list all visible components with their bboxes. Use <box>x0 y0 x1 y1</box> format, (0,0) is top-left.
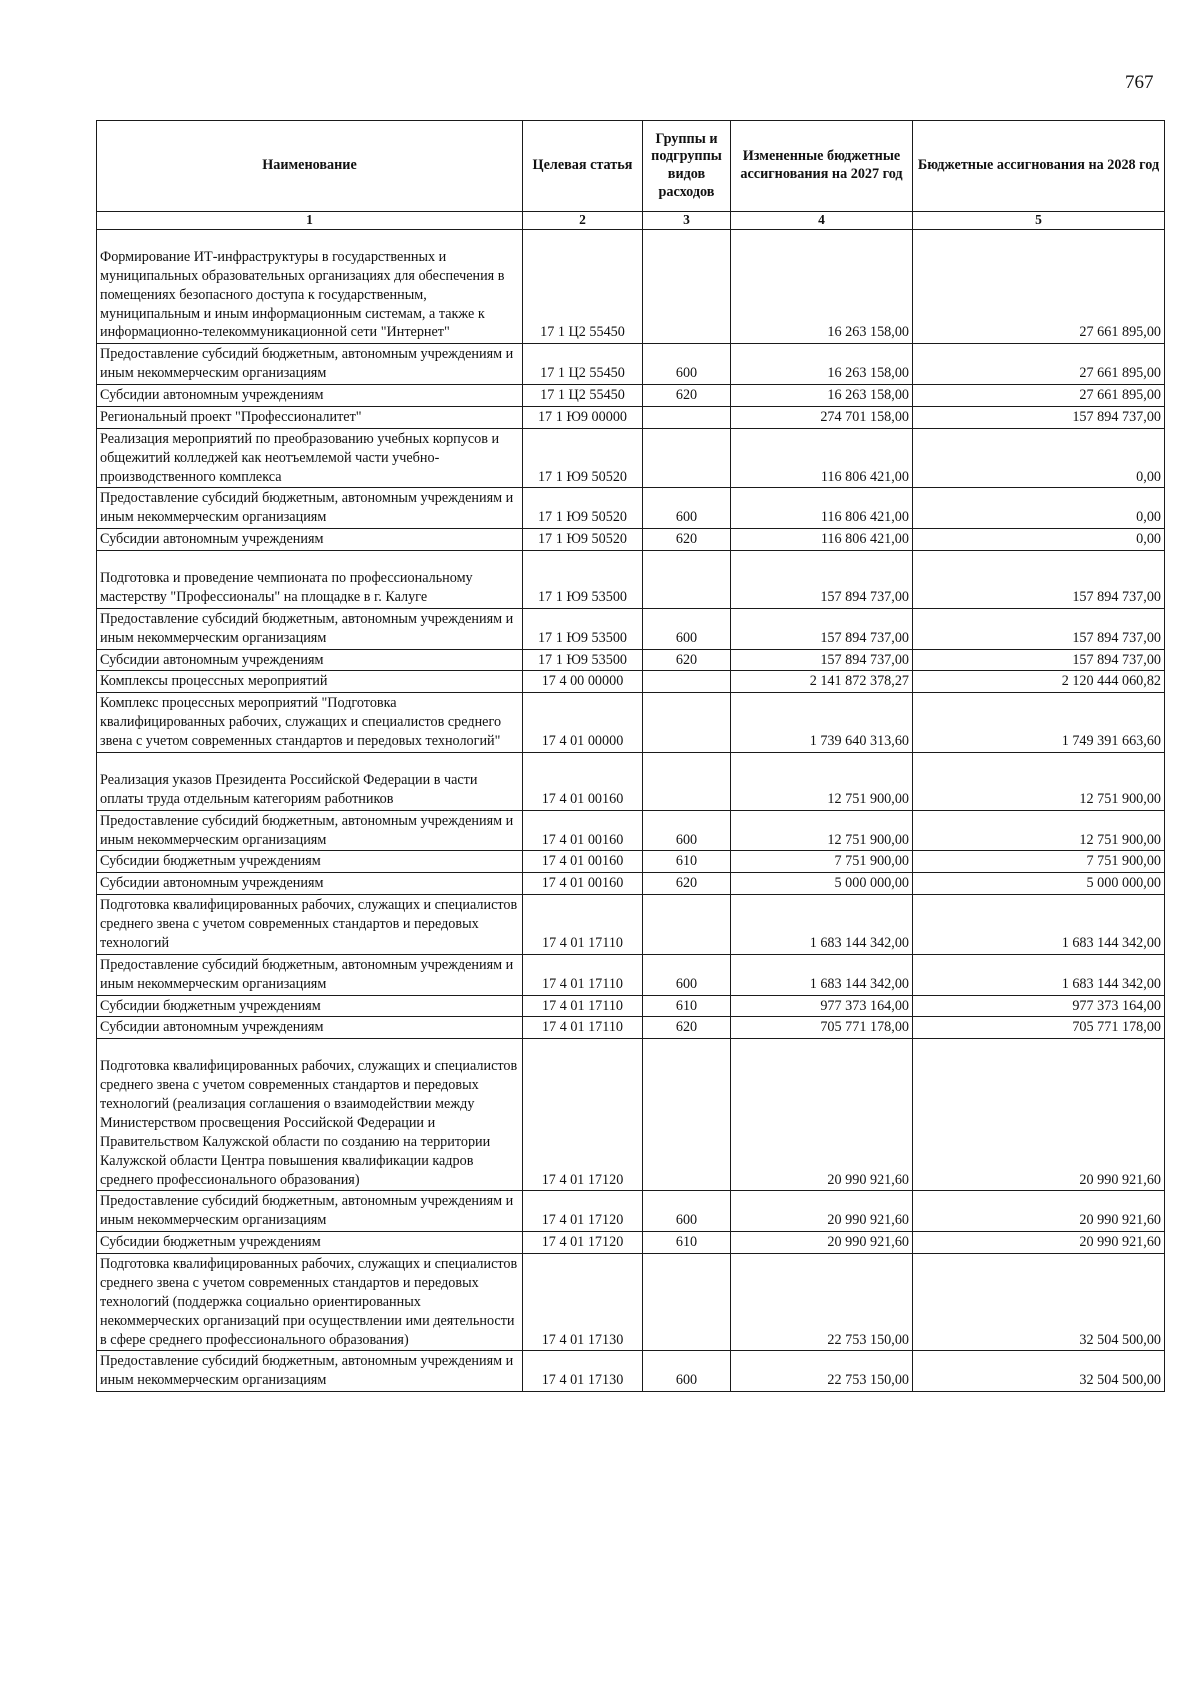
row-name: Субсидии автономным учреждениям <box>97 385 523 407</box>
row-amount-2027: 7 751 900,00 <box>731 851 913 873</box>
row-amount-2028: 27 661 895,00 <box>913 344 1165 385</box>
table-row <box>97 608 1165 649</box>
table-row <box>97 693 1165 753</box>
table-row <box>97 529 1165 551</box>
row-name: Субсидии автономным учреждениям <box>97 529 523 551</box>
row-name: Комплексы процессных мероприятий <box>97 671 523 693</box>
budget-table <box>96 120 1165 1392</box>
row-name: Подготовка квалифицированных рабочих, служащих и специалистов среднего звена с учетом современных стандартов и передовых технологий (реализация соглашения о взаимодействии между Министерством просвещения Российской Федерации и Правительством Калужской области по созданию на территории Калужской области Центра повышения квалификации кадров среднего профессионального образования) <box>97 1039 523 1191</box>
table-row <box>97 1191 1165 1232</box>
row-amount-2027: 16 263 158,00 <box>731 229 913 343</box>
row-target-code: 17 1 Ю9 53500 <box>523 608 643 649</box>
row-target-code: 17 1 Ю9 50520 <box>523 428 643 488</box>
row-amount-2028: 12 751 900,00 <box>913 752 1165 810</box>
table-row <box>97 810 1165 851</box>
row-target-code: 17 4 01 00160 <box>523 851 643 873</box>
row-amount-2028: 0,00 <box>913 428 1165 488</box>
table-body <box>97 229 1165 1391</box>
row-amount-2027: 12 751 900,00 <box>731 810 913 851</box>
row-amount-2028: 0,00 <box>913 488 1165 529</box>
row-amount-2027: 1 739 640 313,60 <box>731 693 913 753</box>
row-amount-2028: 27 661 895,00 <box>913 229 1165 343</box>
row-amount-2028: 32 504 500,00 <box>913 1254 1165 1351</box>
row-name: Субсидии бюджетным учреждениям <box>97 1232 523 1254</box>
table-row <box>97 995 1165 1017</box>
row-amount-2028: 20 990 921,60 <box>913 1039 1165 1191</box>
column-number: 1 <box>97 212 523 230</box>
row-target-code: 17 1 Ю9 53500 <box>523 551 643 609</box>
row-name: Подготовка квалифицированных рабочих, служащих и специалистов среднего звена с учетом современных стандартов и передовых технологий (поддержка социально ориентированных некоммерческих организаций при осуществлении ими деятельности в сфере среднего профессионального образования) <box>97 1254 523 1351</box>
row-target-code: 17 1 Ц2 55450 <box>523 229 643 343</box>
row-name: Предоставление субсидий бюджетным, автономным учреждениям и иным некоммерческим организациям <box>97 608 523 649</box>
row-amount-2027: 705 771 178,00 <box>731 1017 913 1039</box>
table-row <box>97 428 1165 488</box>
row-name: Подготовка и проведение чемпионата по профессиональному мастерству "Профессионалы" на площадке в г. Калуге <box>97 551 523 609</box>
row-expense-group: 600 <box>643 608 731 649</box>
row-amount-2028: 157 894 737,00 <box>913 608 1165 649</box>
table-row <box>97 1017 1165 1039</box>
row-amount-2027: 116 806 421,00 <box>731 428 913 488</box>
row-target-code: 17 4 01 00000 <box>523 693 643 753</box>
row-expense-group: 600 <box>643 954 731 995</box>
row-name: Региональный проект "Профессионалитет" <box>97 406 523 428</box>
table-row <box>97 954 1165 995</box>
column-number: 3 <box>643 212 731 230</box>
row-amount-2027: 16 263 158,00 <box>731 385 913 407</box>
table-row <box>97 1254 1165 1351</box>
row-amount-2028: 7 751 900,00 <box>913 851 1165 873</box>
row-name: Предоставление субсидий бюджетным, автономным учреждениям и иным некоммерческим организациям <box>97 954 523 995</box>
row-target-code: 17 4 01 17130 <box>523 1351 643 1392</box>
row-amount-2028: 0,00 <box>913 529 1165 551</box>
row-name: Предоставление субсидий бюджетным, автономным учреждениям и иным некоммерческим организациям <box>97 488 523 529</box>
table-row <box>97 385 1165 407</box>
row-amount-2027: 5 000 000,00 <box>731 873 913 895</box>
row-expense-group <box>643 752 731 810</box>
row-name: Субсидии бюджетным учреждениям <box>97 851 523 873</box>
row-name: Субсидии автономным учреждениям <box>97 873 523 895</box>
row-amount-2028: 1 683 144 342,00 <box>913 895 1165 955</box>
row-amount-2028: 20 990 921,60 <box>913 1232 1165 1254</box>
row-name: Предоставление субсидий бюджетным, автономным учреждениям и иным некоммерческим организациям <box>97 1351 523 1392</box>
table-row <box>97 851 1165 873</box>
row-name: Формирование ИТ-инфраструктуры в государственных и муниципальных образовательных организациях для обеспечения в помещениях безопасного доступа к государственным, муниципальным и иным информационным системам, а также к информационно-телекоммуникационной сети "Интернет" <box>97 229 523 343</box>
row-expense-group <box>643 428 731 488</box>
row-amount-2027: 2 141 872 378,27 <box>731 671 913 693</box>
table-row <box>97 895 1165 955</box>
row-amount-2027: 22 753 150,00 <box>731 1351 913 1392</box>
row-target-code: 17 1 Ю9 50520 <box>523 529 643 551</box>
row-expense-group: 600 <box>643 1191 731 1232</box>
row-expense-group <box>643 1039 731 1191</box>
row-amount-2027: 20 990 921,60 <box>731 1232 913 1254</box>
row-expense-group <box>643 895 731 955</box>
row-expense-group <box>643 406 731 428</box>
row-expense-group: 600 <box>643 488 731 529</box>
row-target-code: 17 4 01 17110 <box>523 895 643 955</box>
column-number: 2 <box>523 212 643 230</box>
row-name: Субсидии автономным учреждениям <box>97 649 523 671</box>
table-row <box>97 488 1165 529</box>
header-target: Целевая статья <box>523 121 643 212</box>
header-name: Наименование <box>97 121 523 212</box>
row-amount-2028: 5 000 000,00 <box>913 873 1165 895</box>
table-row <box>97 1232 1165 1254</box>
row-expense-group: 610 <box>643 1232 731 1254</box>
row-name: Предоставление субсидий бюджетным, автономным учреждениям и иным некоммерческим организациям <box>97 1191 523 1232</box>
row-expense-group <box>643 671 731 693</box>
row-target-code: 17 4 00 00000 <box>523 671 643 693</box>
row-expense-group: 610 <box>643 995 731 1017</box>
row-amount-2027: 157 894 737,00 <box>731 608 913 649</box>
row-amount-2028: 157 894 737,00 <box>913 406 1165 428</box>
row-amount-2027: 16 263 158,00 <box>731 344 913 385</box>
table-row <box>97 229 1165 343</box>
table-row <box>97 1351 1165 1392</box>
row-name: Подготовка квалифицированных рабочих, служащих и специалистов среднего звена с учетом современных стандартов и передовых технологий <box>97 895 523 955</box>
row-amount-2028: 977 373 164,00 <box>913 995 1165 1017</box>
row-expense-group: 620 <box>643 649 731 671</box>
row-name: Реализация мероприятий по преобразованию учебных корпусов и общежитий колледжей как неотъемлемой части учебно-производственного комплекса <box>97 428 523 488</box>
row-amount-2028: 1 683 144 342,00 <box>913 954 1165 995</box>
row-amount-2027: 157 894 737,00 <box>731 551 913 609</box>
header-row <box>97 121 1165 212</box>
row-amount-2028: 1 749 391 663,60 <box>913 693 1165 753</box>
row-expense-group: 600 <box>643 810 731 851</box>
row-amount-2028: 32 504 500,00 <box>913 1351 1165 1392</box>
row-expense-group: 600 <box>643 1351 731 1392</box>
column-number: 4 <box>731 212 913 230</box>
row-amount-2028: 2 120 444 060,82 <box>913 671 1165 693</box>
row-amount-2028: 27 661 895,00 <box>913 385 1165 407</box>
row-expense-group <box>643 693 731 753</box>
row-name: Комплекс процессных мероприятий "Подготовка квалифицированных рабочих, служащих и специалистов среднего звена с учетом современных стандартов и передовых технологий" <box>97 693 523 753</box>
row-expense-group: 620 <box>643 385 731 407</box>
row-amount-2027: 274 701 158,00 <box>731 406 913 428</box>
row-amount-2028: 157 894 737,00 <box>913 649 1165 671</box>
row-name: Предоставление субсидий бюджетным, автономным учреждениям и иным некоммерческим организациям <box>97 344 523 385</box>
table-row <box>97 406 1165 428</box>
row-amount-2027: 1 683 144 342,00 <box>731 954 913 995</box>
row-expense-group: 620 <box>643 1017 731 1039</box>
row-name: Реализация указов Президента Российской Федерации в части оплаты труда отдельным категориям работников <box>97 752 523 810</box>
row-amount-2027: 20 990 921,60 <box>731 1191 913 1232</box>
table-row <box>97 344 1165 385</box>
row-amount-2027: 116 806 421,00 <box>731 488 913 529</box>
row-target-code: 17 4 01 00160 <box>523 873 643 895</box>
row-target-code: 17 1 Ц2 55450 <box>523 385 643 407</box>
row-target-code: 17 4 01 17120 <box>523 1039 643 1191</box>
row-amount-2027: 20 990 921,60 <box>731 1039 913 1191</box>
row-target-code: 17 4 01 00160 <box>523 752 643 810</box>
row-target-code: 17 1 Ю9 00000 <box>523 406 643 428</box>
row-amount-2027: 1 683 144 342,00 <box>731 895 913 955</box>
row-amount-2027: 977 373 164,00 <box>731 995 913 1017</box>
row-name: Субсидии бюджетным учреждениям <box>97 995 523 1017</box>
row-name: Предоставление субсидий бюджетным, автономным учреждениям и иным некоммерческим организациям <box>97 810 523 851</box>
row-target-code: 17 4 01 17110 <box>523 995 643 1017</box>
table-row <box>97 752 1165 810</box>
row-expense-group: 610 <box>643 851 731 873</box>
table-row <box>97 649 1165 671</box>
row-expense-group: 620 <box>643 873 731 895</box>
column-number-row <box>97 212 1165 230</box>
row-amount-2028: 157 894 737,00 <box>913 551 1165 609</box>
row-amount-2027: 22 753 150,00 <box>731 1254 913 1351</box>
row-expense-group: 620 <box>643 529 731 551</box>
table-row <box>97 551 1165 609</box>
row-expense-group <box>643 1254 731 1351</box>
row-amount-2027: 157 894 737,00 <box>731 649 913 671</box>
row-name: Субсидии автономным учреждениям <box>97 1017 523 1039</box>
table-row <box>97 671 1165 693</box>
row-target-code: 17 4 01 17120 <box>523 1232 643 1254</box>
header-group: Группы и подгруппы видов расходов <box>643 121 731 212</box>
row-target-code: 17 4 01 17110 <box>523 954 643 995</box>
column-number: 5 <box>913 212 1165 230</box>
row-amount-2028: 12 751 900,00 <box>913 810 1165 851</box>
row-target-code: 17 1 Ю9 50520 <box>523 488 643 529</box>
row-target-code: 17 4 01 17110 <box>523 1017 643 1039</box>
page-number: 767 <box>1125 72 1154 93</box>
row-amount-2027: 12 751 900,00 <box>731 752 913 810</box>
header-2027: Измененные бюджетные ассигнования на 2027 год <box>731 121 913 212</box>
row-target-code: 17 4 01 17130 <box>523 1254 643 1351</box>
row-target-code: 17 1 Ю9 53500 <box>523 649 643 671</box>
row-amount-2028: 705 771 178,00 <box>913 1017 1165 1039</box>
row-amount-2027: 116 806 421,00 <box>731 529 913 551</box>
table-row <box>97 873 1165 895</box>
row-target-code: 17 4 01 17120 <box>523 1191 643 1232</box>
row-target-code: 17 1 Ц2 55450 <box>523 344 643 385</box>
table-row <box>97 1039 1165 1191</box>
header-2028: Бюджетные ассигнования на 2028 год <box>913 121 1165 212</box>
row-expense-group <box>643 229 731 343</box>
row-expense-group <box>643 551 731 609</box>
row-amount-2028: 20 990 921,60 <box>913 1191 1165 1232</box>
row-target-code: 17 4 01 00160 <box>523 810 643 851</box>
row-expense-group: 600 <box>643 344 731 385</box>
